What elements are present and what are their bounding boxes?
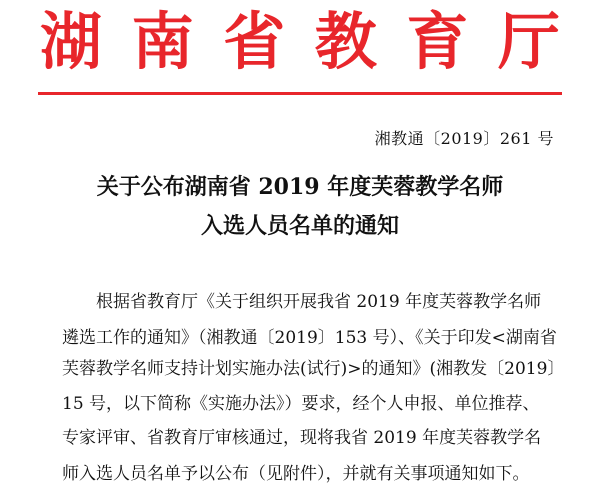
body-line: 遴选工作的通知》（湘教通〔2019〕153 号）、《关于印发<湖南省 [62,328,557,348]
header-char: 南 [131,5,194,78]
header-char: 省 [223,5,286,78]
body-line: 根据省教育厅《关于组织开展我省 2019 年度芙蓉教学名师 [96,292,542,312]
header-char: 教 [314,5,377,78]
red-divider-line [38,92,562,95]
body-line: 15 号，以下简称《实施办法》）要求，经个人申报、单位推荐、 [62,394,540,414]
notice-title-line-1: 关于公布湖南省 2019 年度芙蓉教学名师 [96,174,504,200]
document-number: 湘教通〔2019〕261 号 [374,129,554,148]
notice-title-line-2: 入选人员名单的通知 [200,213,399,239]
body-line: 师入选人员名单予以公布（见附件），并就有关事项通知如下。 [62,464,530,484]
header-char: 湖 [40,5,103,78]
body-line: 芙蓉教学名师支持计划实施办法(试行)>的通知》(湘教发〔2019〕 [62,359,565,379]
header-char: 育 [406,5,469,78]
issuer-header [40,6,560,78]
body-line: 专家评审、省教育厅审核通过，现将我省 2019 年度芙蓉教学名 [62,428,542,448]
header-char: 厅 [497,5,560,78]
